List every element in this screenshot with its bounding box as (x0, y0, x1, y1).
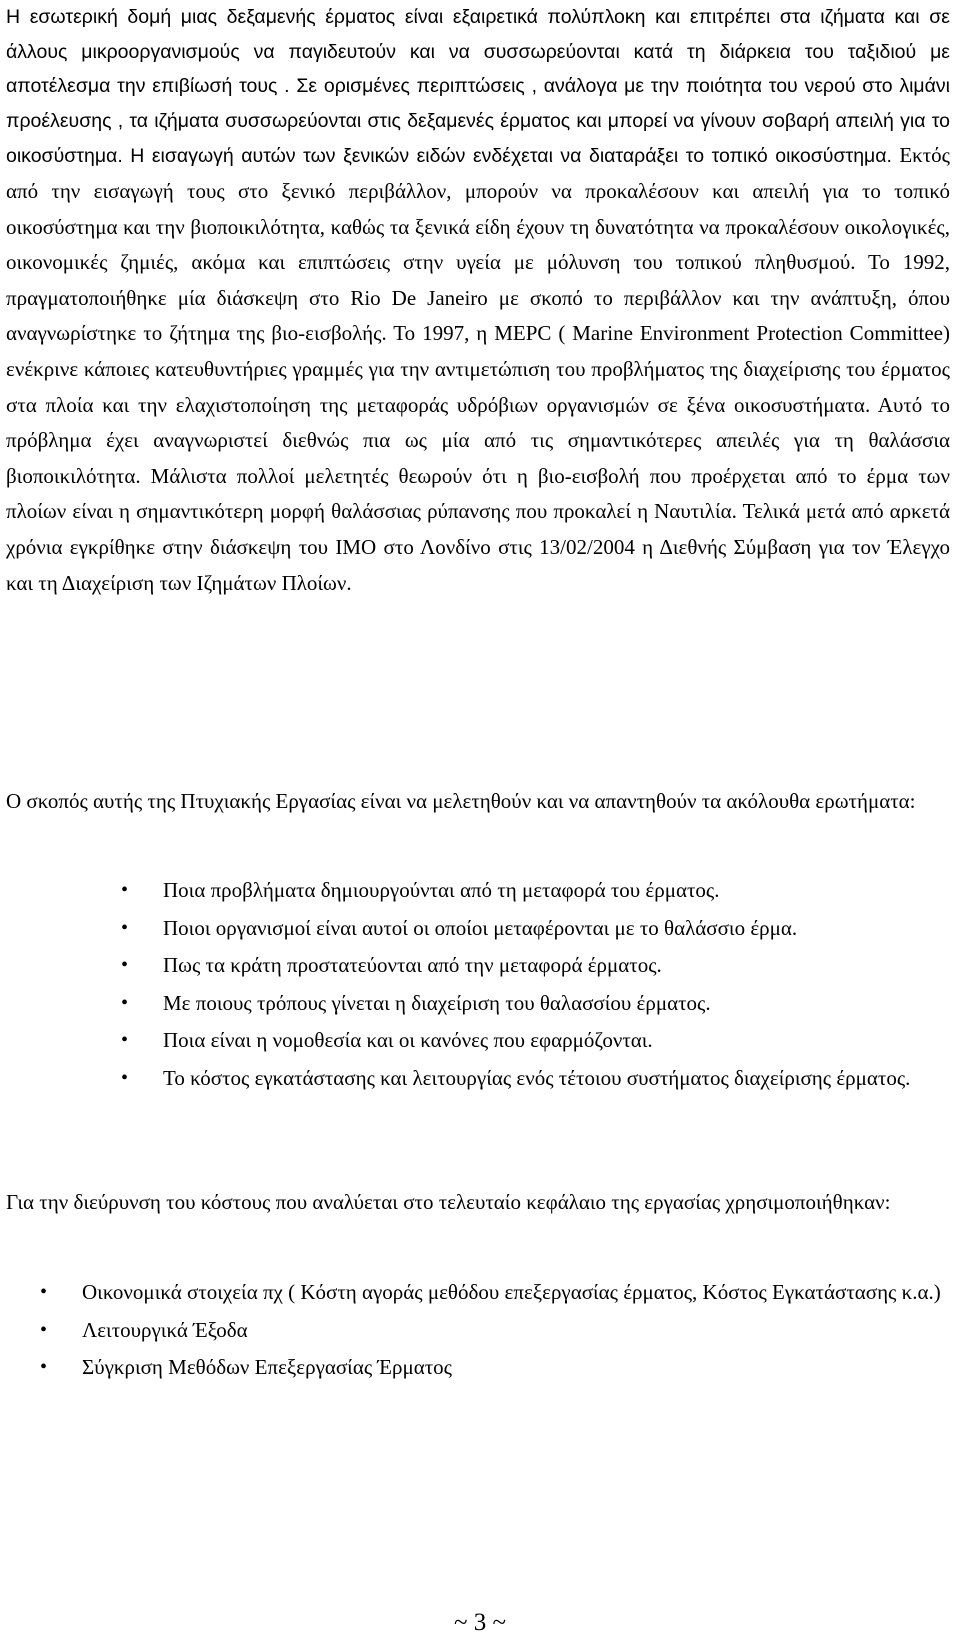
bullet-icon: • (40, 1281, 48, 1303)
question-text: Με ποιους τρόπους γίνεται η διαχείριση του θαλασσίου έρματος. (163, 990, 711, 1015)
resource-text: Λειτουργικά Έξοδα (82, 1317, 248, 1342)
bullet-icon: • (121, 1066, 129, 1089)
page-number: ~ 3 ~ (453, 1609, 507, 1636)
list-item (40, 1313, 946, 1348)
bullet-icon: • (40, 1356, 48, 1379)
list-item (121, 911, 947, 946)
question-text: Ποιοι οργανισμοί είναι αυτοί οι οποίοι μεταφέρονται με το θαλάσσιο έρμα. (163, 915, 798, 940)
resource-text: Σύγκριση Μεθόδων Επεξεργασίας Έρματος (82, 1355, 452, 1380)
questions-list (121, 873, 947, 1099)
bullet-icon: • (121, 879, 129, 901)
question-text: Ποια είναι η νομοθεσία και οι κανόνες που εφαρμόζονται. (163, 1028, 653, 1053)
bullet-icon: • (121, 916, 129, 939)
list-item (40, 1275, 946, 1310)
list-item (121, 873, 947, 908)
resource-text: Οικονομικά στοιχεία πχ ( Κόστη αγοράς μεθόδου επεξεργασίας έρματος, Κόστος Εγκατάστασης κ.α.) (82, 1280, 941, 1304)
question-text: Πως τα κράτη προστατεύονται από την μεταφορά έρματος. (163, 953, 662, 978)
cost-paragraph: Για την διεύρυνση του κόστους που αναλύεται στο τελευταίο κεφάλαιο της εργασίας χρησιμοποιήθηκαν: (6, 1190, 891, 1214)
list-item (40, 1350, 946, 1385)
intro-paragraph-sans-part: Η εσωτερική δομή μιας δεξαμενής έρματος είναι εξαιρετικά πολύπλοκη και επιτρέπει στα ιζήματα και σε άλλους μικροοργανισμούς να παγιδευτούν και να συσσωρεύονται κατά τη διάρκεια του ταξιδιού με αποτέλεσμα την επιβίωσή τους . Σε ορισμένες περιπτώσεις , ανάλογα με την ποιότητα του νερού στο λιμάνι προέλευσης , τα ιζήματα συσσωρεύονται στις δεξαμενές έρματος και μπορεί να γίνουν σοβαρή απειλή για το οικοσύστημα. Η εισαγωγή αυτών των ξενικών ειδών ενδέχεται να διαταράξει το τοπικό οικοσύστημα. (6, 6, 950, 168)
list-item (121, 986, 947, 1021)
purpose-paragraph: Ο σκοπός αυτής της Πτυχιακής Εργασίας είναι να μελετηθούν και να απαντηθούν τα ακόλουθα ερωτήματα: (6, 789, 916, 813)
list-item (121, 948, 947, 983)
question-text: Το κόστος εγκατάστασης και λειτουργίας ενός τέτοιου συστήματος διαχείρισης έρματος. (163, 1065, 911, 1090)
intro-paragraph (6, 0, 950, 601)
bullet-icon: • (40, 1318, 48, 1341)
intro-paragraph-serif-part: Εκτός από την εισαγωγή τους στο ξενικό περιβάλλον, μπορούν να προκαλέσουν και απειλή για το τοπικό οικοσύστημα και την βιοποικιλότητα, καθώς τα ξενικά είδη έχουν τη δυνατότητα να προκαλέσουν οικολογικές, οικονομικές ζημιές, ακόμα και επιπτώσεις στην υγεία με μόλυνση του τοπικού πληθυσμού. Το 1992, πραγματοποιήθηκε μία διάσκεψη στο Rio De Janeiro με σκοπό το περιβάλλον και την ανάπτυξη, όπου αναγνωρίστηκε το ζήτημα της βιο-εισβολής. Το 1997, η MEPC ( Marine Environment Protection Committee) ενέκρινε κάποιες κατευθυντήριες γραμμές για την αντιμετώπιση του προβλήματος της διαχείρισης του έρματος στα πλοία και την ελαχιστοποίηση της μεταφοράς υδρόβιων οργανισμών σε ξένα οικοσυστήματα. Αυτό το πρόβλημα έχει αναγνωριστεί διεθνώς πια ως μία από τις σημαντικότερες απειλές για τη θαλάσσια βιοποικιλότητα. Μάλιστα πολλοί μελετητές θεωρούν ότι η βιο-εισβολή που προέρχεται από το έρμα των πλοίων είναι η σημαντικότερη μορφή θαλάσσιας ρύπανσης που προκαλεί η Ναυτιλία. Τελικά μετά από αρκετά χρόνια εγκρίθηκε στην διάσκεψη του IMO στο Λονδίνο στις 13/02/2004 η Διεθνής Σύμβαση για τον Έλεγχο και τη Διαχείριση των Ιζημάτων Πλοίων. (6, 143, 950, 595)
bullet-icon: • (121, 991, 129, 1014)
bullet-icon: • (121, 954, 129, 977)
question-text: Ποια προβλήματα δημιουργούνται από τη μεταφορά του έρματος. (163, 878, 720, 902)
list-item (121, 1061, 947, 1096)
list-item (121, 1023, 947, 1058)
resources-list (40, 1275, 946, 1388)
bullet-icon: • (121, 1029, 129, 1052)
